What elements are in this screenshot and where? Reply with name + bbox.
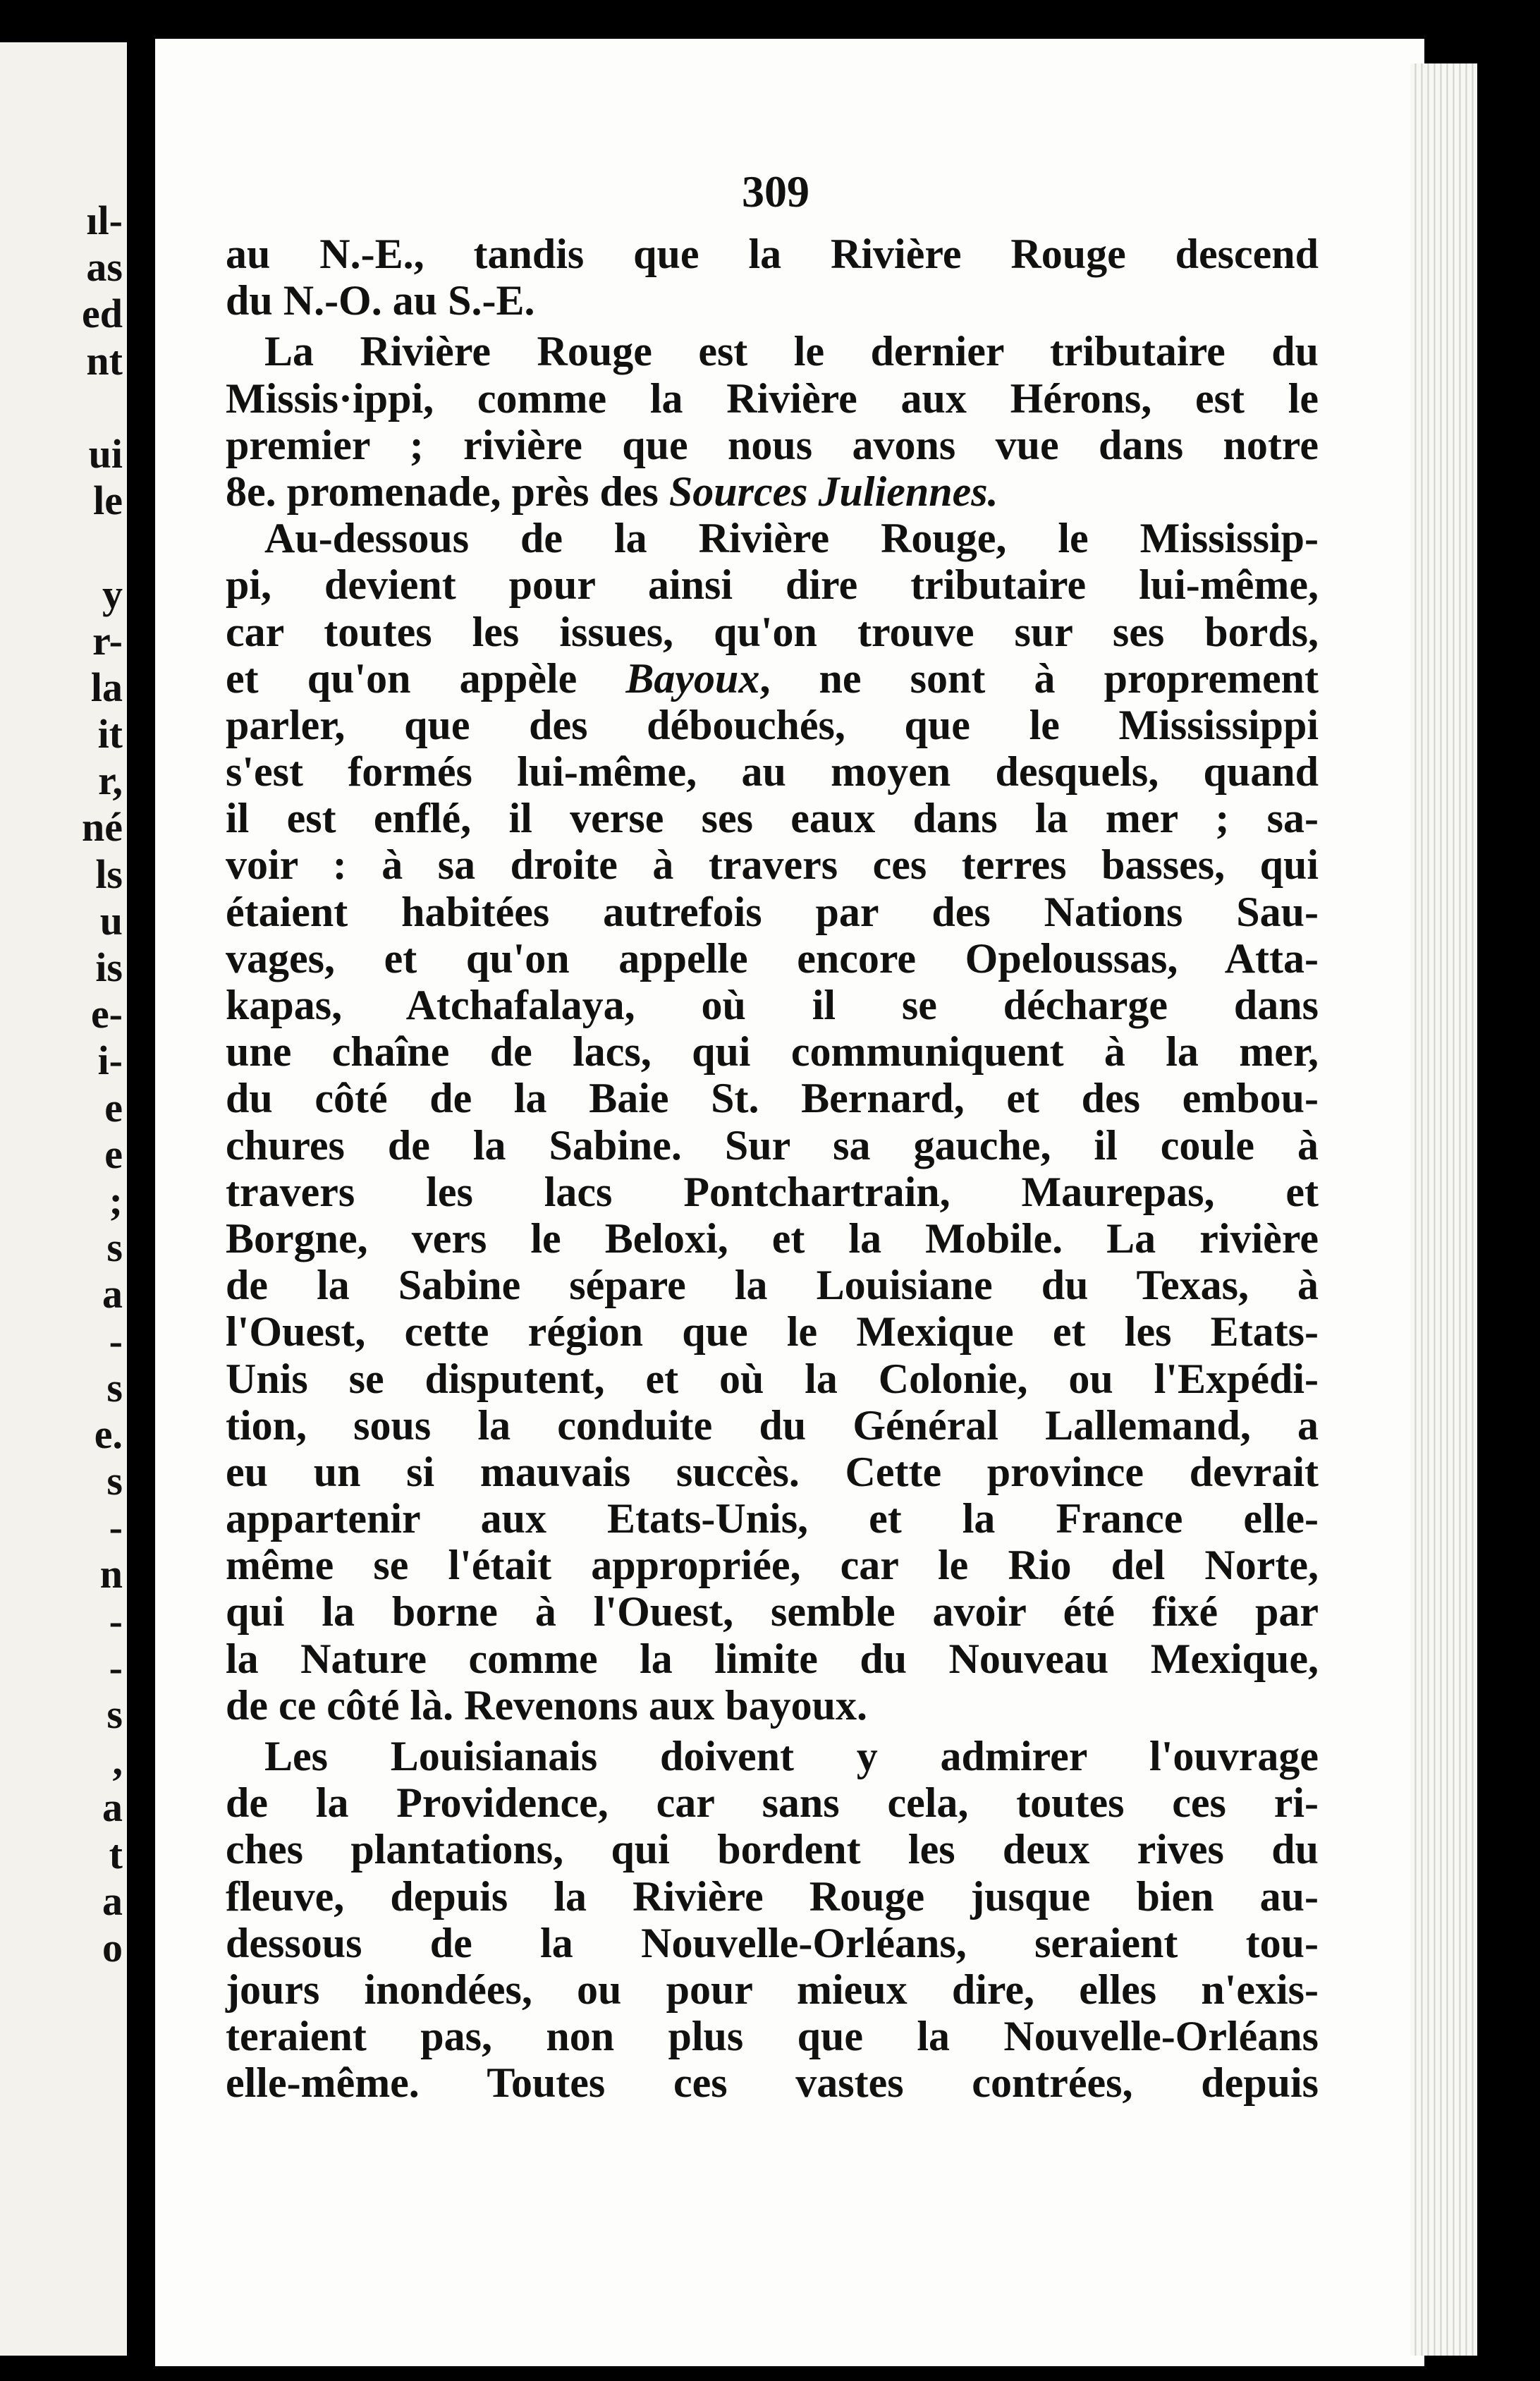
text-line: fleuve, depuis la Rivière Rouge jusque bien au- <box>226 1872 1319 1920</box>
text-line <box>226 655 1319 702</box>
line-fragment <box>17 384 123 431</box>
text-line: même se l'était appropriée, car le Rio del Norte, <box>226 1542 1319 1589</box>
line-fragment: i- <box>97 1037 123 1084</box>
text-line: eu un si mauvais succès. Cette province devrait <box>226 1448 1319 1495</box>
line-fragment: as <box>86 244 123 291</box>
text-line: s'est formés lui-même, au moyen desquels, quand <box>226 748 1319 796</box>
right-page <box>155 39 1424 2366</box>
text-line: premier ; rivière que nous avons vue dans notre <box>226 421 1319 468</box>
text-line: voir : à sa droite à travers ces terres basses, qui <box>226 841 1319 889</box>
text-line: Borgne, vers le Beloxi, et la Mobile. La rivière <box>226 1214 1319 1262</box>
line-fragment: e. <box>94 1411 123 1457</box>
text-run: , ne sont à proprement <box>759 654 1319 702</box>
text-line: la Nature comme la limite du Nouveau Mexique, <box>226 1635 1319 1682</box>
page-stack-edges <box>1410 63 1477 2356</box>
line-fragment: o <box>102 1924 123 1971</box>
line-fragment: is <box>95 944 123 990</box>
text-line: elle-même. Toutes ces vastes contrées, depuis <box>226 2059 1319 2107</box>
line-fragment <box>17 524 123 571</box>
line-fragment: r, <box>98 757 123 804</box>
line-fragment: ed <box>82 291 123 337</box>
line-fragment: a <box>102 1877 123 1924</box>
text-line: de ce côté là. Revenons aux bayoux. <box>226 1681 867 1729</box>
text-line: jours inondées, ou pour mieux dire, elles n'exis- <box>226 1966 1319 2013</box>
line-fragment: e <box>104 1131 123 1177</box>
text-line: de la Sabine sépare la Louisiane du Texas, à <box>226 1262 1319 1309</box>
text-line: ches plantations, qui bordent les deux rives du <box>226 1826 1319 1873</box>
text-line: au N.-E., tandis que la Rivière Rouge descend <box>226 231 1319 277</box>
line-fragment: ui <box>88 430 123 477</box>
line-fragment: - <box>109 1504 123 1551</box>
text-line: dessous de la Nouvelle-Orléans, seraient tou- <box>226 1919 1319 1966</box>
line-fragment: t <box>109 1831 123 1877</box>
line-fragment: e- <box>90 991 123 1037</box>
line-fragment: ; <box>109 1177 123 1224</box>
text-line: tion, sous la conduite du Général Lallemand, a <box>226 1401 1319 1449</box>
text-line: Au-dessous de la Rivière Rouge, le Mississip- <box>264 515 1319 562</box>
text-line: de la Providence, car sans cela, toutes ces ri- <box>226 1779 1319 1827</box>
text-line: chures de la Sabine. Sur sa gauche, il coule à <box>226 1121 1319 1169</box>
line-fragment: r- <box>92 617 123 664</box>
line-fragment: la <box>90 664 123 710</box>
italic-text-run: Bayoux <box>625 654 760 702</box>
text-line: teraient pas, non plus que la Nouvelle-Orléans <box>226 2013 1319 2060</box>
text-line: Missis·ippi, comme la Rivière aux Hérons, est le <box>226 374 1319 422</box>
italic-text-run: Sources Juliennes. <box>668 468 998 515</box>
line-fragment: s <box>106 1691 123 1737</box>
line-fragment: s <box>106 1458 123 1504</box>
text-run: et qu'on appèle <box>226 654 626 702</box>
line-fragment: e <box>104 1084 123 1131</box>
text-line: travers les lacs Pontchartrain, Maurepas, et <box>226 1168 1319 1215</box>
line-fragment: , <box>112 1738 123 1784</box>
left-page-line-fragments <box>17 197 123 2018</box>
line-fragment: - <box>109 1597 123 1644</box>
text-line <box>226 468 1319 515</box>
text-line: vages, et qu'on appelle encore Opeloussas, Atta- <box>226 934 1319 982</box>
line-fragment: ıl- <box>86 197 123 243</box>
text-run: 8e. promenade, près des <box>226 468 669 515</box>
line-fragment: u <box>99 897 123 944</box>
line-fragment: a <box>102 1271 123 1317</box>
line-fragment: it <box>97 711 123 757</box>
text-line: car toutes les issues, qu'on trouve sur ses bords, <box>226 608 1319 655</box>
body-text <box>226 231 1319 2107</box>
line-fragment: s <box>106 1224 123 1271</box>
text-line: du côté de la Baie St. Bernard, et des embou- <box>226 1075 1319 1122</box>
line-fragment: - <box>109 1644 123 1691</box>
line-fragment <box>17 1971 123 2018</box>
text-line: étaient habitées autrefois par des Nations Sau- <box>226 888 1319 935</box>
text-line: parler, que des débouchés, que le Mississippi <box>226 701 1319 748</box>
book-gutter <box>127 28 155 2356</box>
line-fragment: s <box>106 1364 123 1411</box>
left-page-edge <box>0 42 127 2356</box>
text-line: du N.-O. au S.-E. <box>226 277 535 324</box>
line-fragment: a <box>102 1784 123 1831</box>
text-line: une chaîne de lacs, qui communiquent à la mer, <box>226 1028 1319 1076</box>
text-line: Unis se disputent, et où la Colonie, ou l'Expédi- <box>226 1355 1319 1402</box>
page-number: 309 <box>742 166 809 217</box>
line-fragment: né <box>82 804 123 851</box>
text-line: qui la borne à l'Ouest, semble avoir été fixé par <box>226 1588 1319 1636</box>
line-fragment: ls <box>95 851 123 897</box>
text-line: appartenir aux Etats-Unis, et la France elle- <box>226 1495 1319 1542</box>
text-line: pi, devient pour ainsi dire tributaire lui-même, <box>226 561 1319 609</box>
line-fragment: nt <box>86 337 123 384</box>
line-fragment: - <box>109 1317 123 1364</box>
text-line: Les Louisianais doivent y admirer l'ouvrage <box>264 1733 1319 1779</box>
line-fragment: le <box>93 477 123 524</box>
text-line: l'Ouest, cette région que le Mexique et les Etats- <box>226 1308 1319 1356</box>
line-fragment: y <box>102 571 123 617</box>
line-fragment: n <box>99 1551 123 1597</box>
text-line: La Rivière Rouge est le dernier tributaire du <box>264 328 1319 375</box>
text-line: il est enflé, il verse ses eaux dans la mer ; sa- <box>226 795 1319 842</box>
text-line: kapas, Atchafalaya, où il se décharge dans <box>226 982 1319 1028</box>
